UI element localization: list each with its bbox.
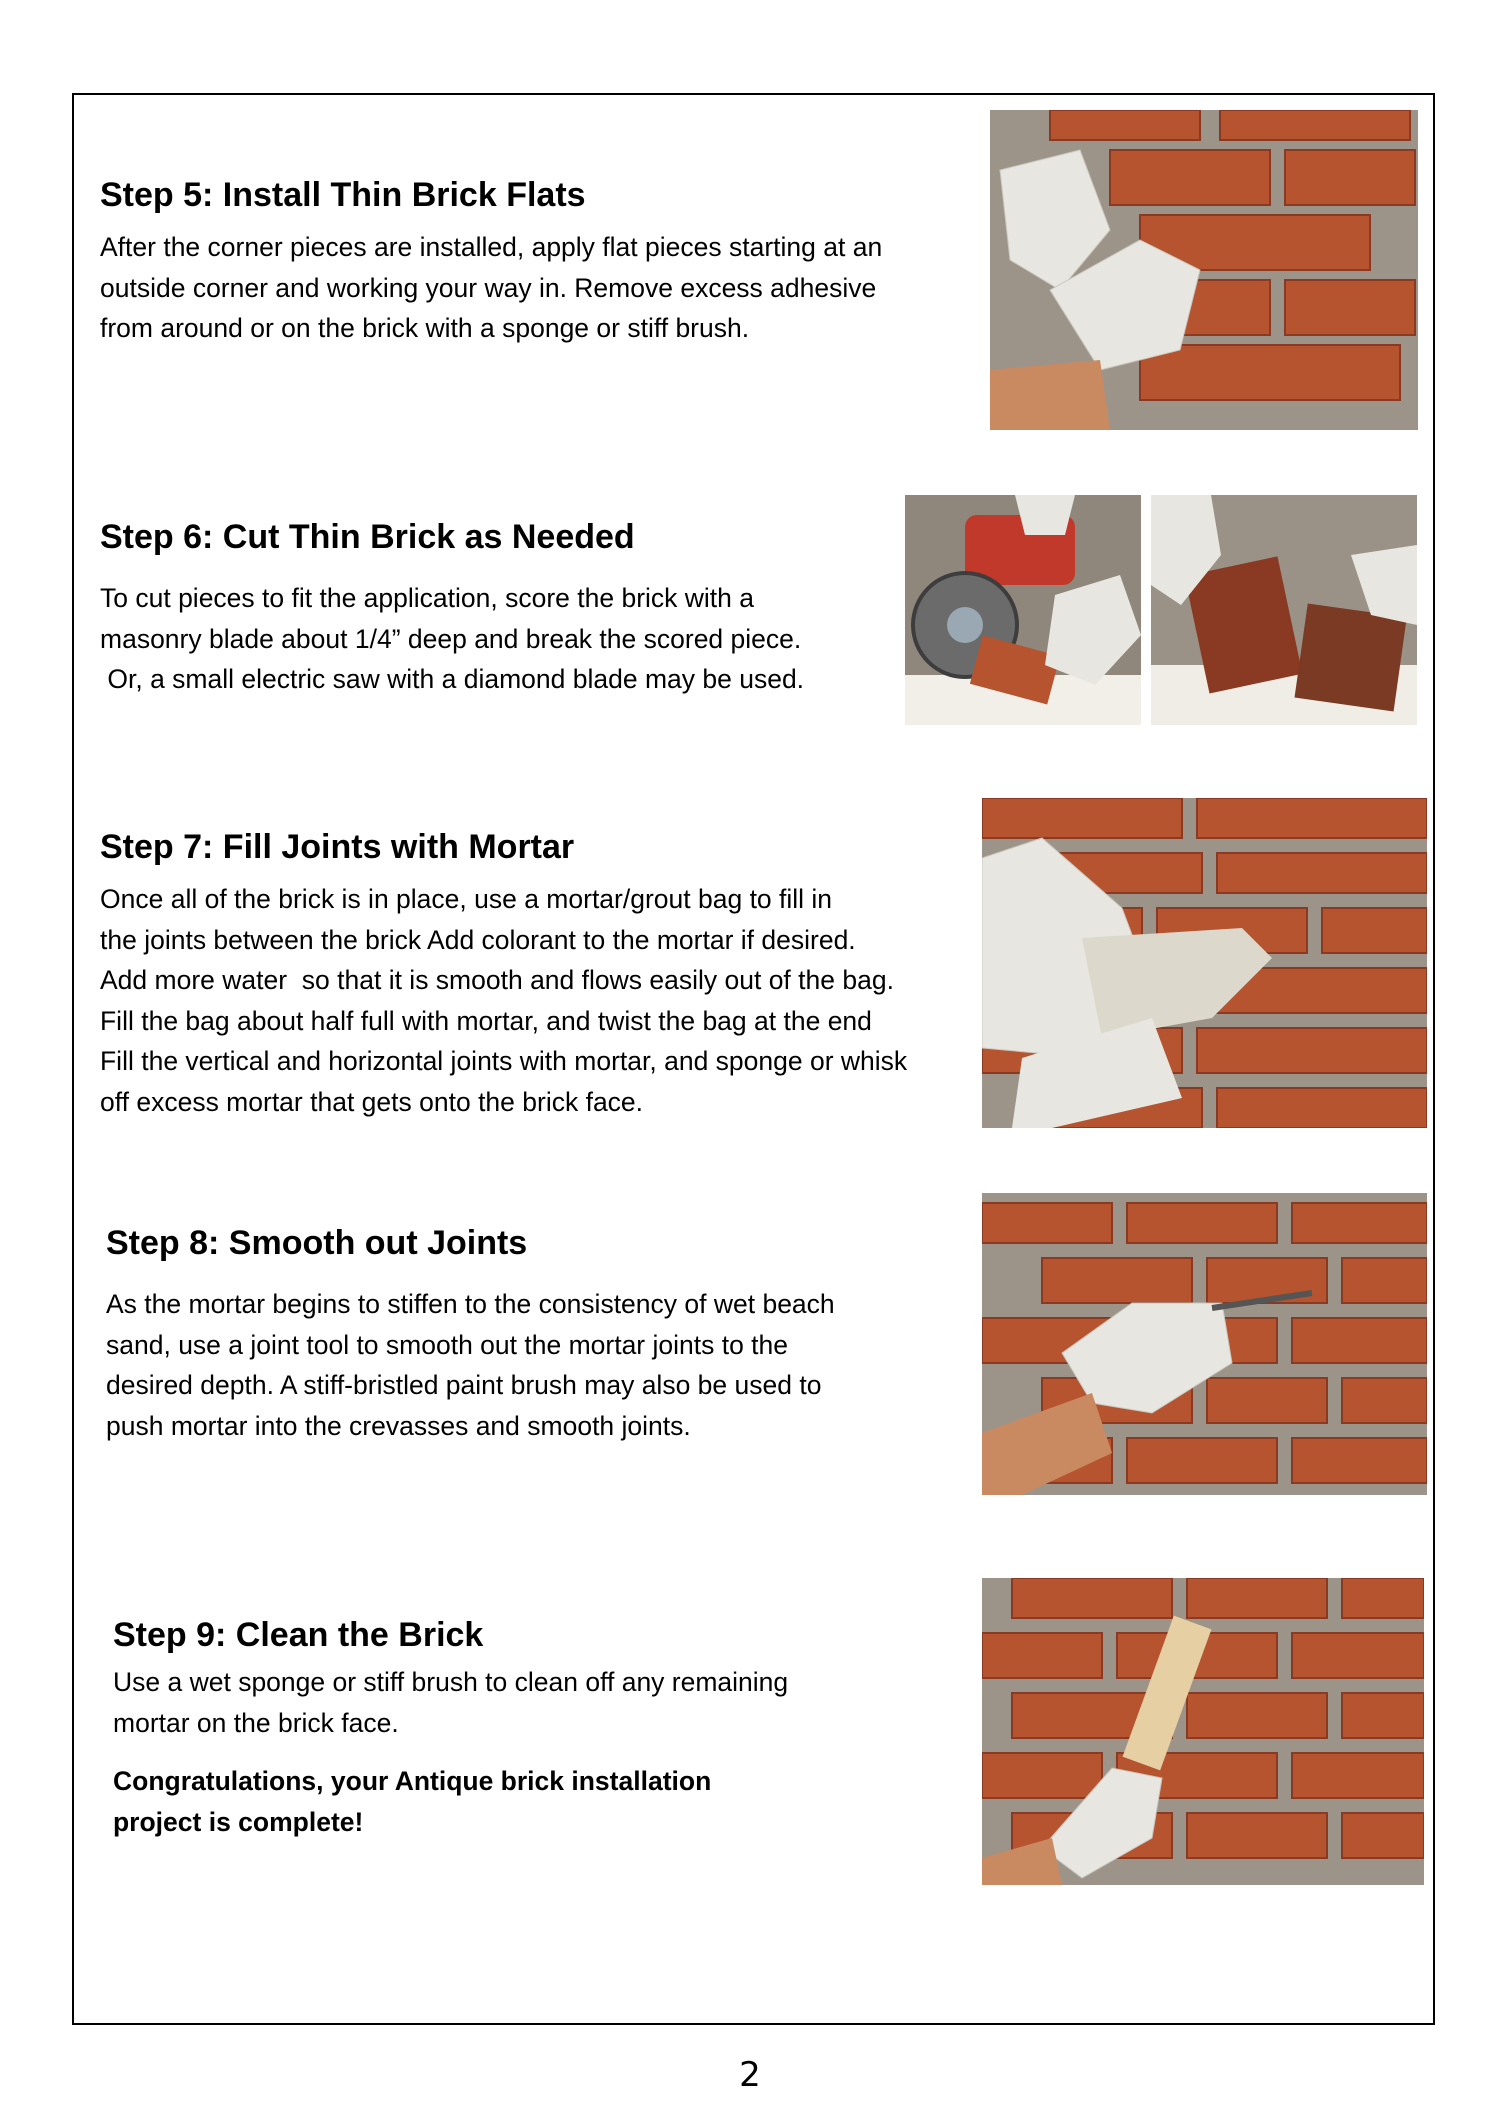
step-6	[100, 517, 804, 700]
step-7-line-1: Once all of the brick is in place, use a mortar/grout bag to fill in	[100, 884, 833, 914]
step-8-photo	[982, 1193, 1427, 1495]
step-9-title: Step 9: Clean the Brick	[113, 1616, 484, 1654]
step-8-line-1: As the mortar begins to stiffen to the consistency of wet beach	[106, 1289, 835, 1319]
step-5-title: Step 5: Install Thin Brick Flats	[100, 176, 586, 214]
step-8-line-4: push mortar into the crevasses and smooth joints.	[106, 1410, 691, 1441]
step-5	[100, 175, 882, 349]
step-9-line-2: mortar on the brick face.	[113, 1707, 399, 1738]
step-7	[100, 827, 907, 1122]
step-7-photo	[982, 798, 1427, 1128]
step-5-photo	[990, 110, 1418, 430]
congrats-line-1: Congratulations, your Antique brick installation	[113, 1766, 712, 1796]
step-7-line-4: Fill the bag about half full with mortar, and twist the bag at the end	[100, 1005, 872, 1036]
step-8-title: Step 8: Smooth out Joints	[106, 1224, 528, 1262]
step-8-line-3: desired depth. A stiff-bristled paint brush may also be used to	[106, 1370, 822, 1400]
step-5-line-1: After the corner pieces are installed, apply flat pieces starting at an	[100, 232, 883, 262]
page-number: 2	[739, 2055, 761, 2095]
step-5-line-3: from around or on the brick with a sponge or stiff brush.	[100, 313, 750, 343]
step-6-line-1: To cut pieces to fit the application, score the brick with a	[100, 583, 754, 613]
congrats-line-2: project is complete!	[113, 1806, 364, 1837]
step-9-line-1: Use a wet sponge or stiff brush to clean off any remaining	[113, 1667, 789, 1697]
step-7-line-3: Add more water so that it is smooth and flows easily out of the bag.	[100, 965, 894, 995]
step-7-line-5: Fill the vertical and horizontal joints with mortar, and sponge or whisk	[100, 1046, 908, 1076]
step-8	[106, 1223, 835, 1446]
step-7-line-2: the joints between the brick Add colorant to the mortar if desired.	[100, 924, 856, 955]
step-6-photo-break	[1151, 495, 1417, 725]
step-8-line-2: sand, use a joint tool to smooth out the mortar joints to the	[106, 1329, 789, 1360]
step-7-line-6: off excess mortar that gets onto the brick face.	[100, 1086, 644, 1117]
step-5-line-2: outside corner and working your way in. Remove excess adhesive	[100, 272, 877, 303]
step-9-photo	[982, 1578, 1424, 1885]
step-6-photo-saw	[905, 495, 1141, 725]
step-6-line-2: masonry blade about 1/4” deep and break the scored piece.	[100, 623, 802, 654]
step-7-title: Step 7: Fill Joints with Mortar	[100, 828, 575, 866]
step-6-title: Step 6: Cut Thin Brick as Needed	[100, 518, 635, 556]
step-9	[113, 1615, 788, 1842]
step-6-line-3: Or, a small electric saw with a diamond blade may be used.	[100, 664, 805, 694]
